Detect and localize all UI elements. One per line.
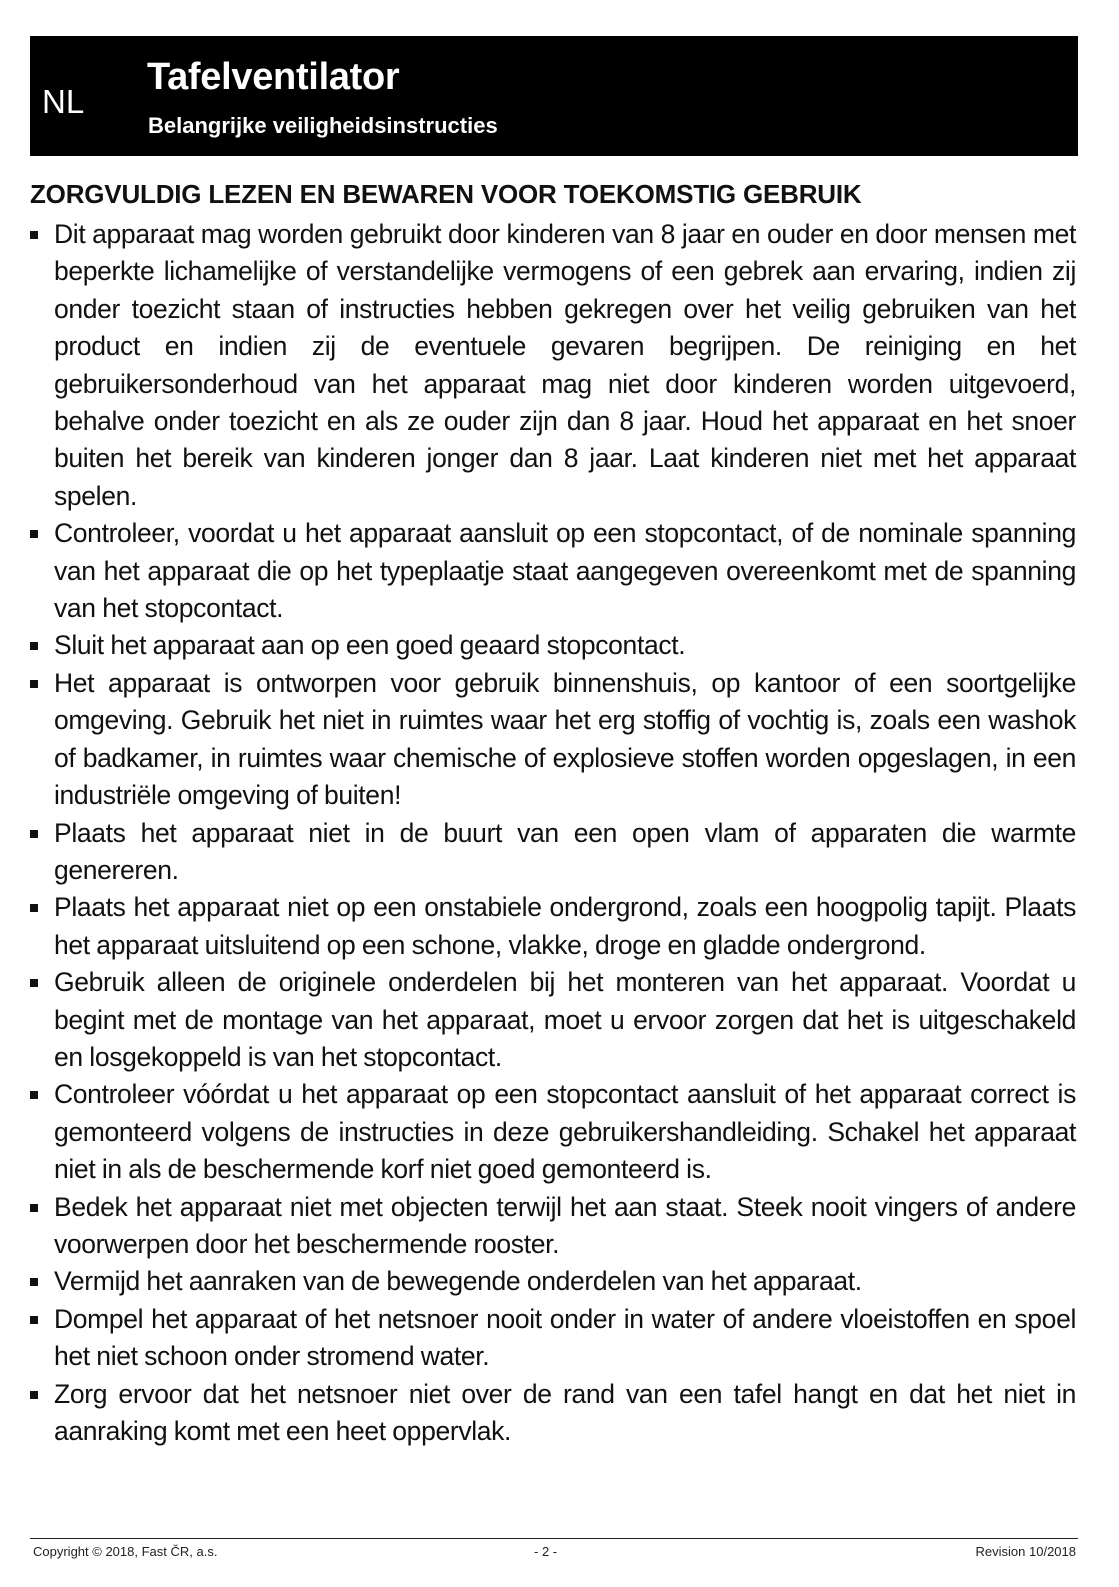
language-code: NL: [42, 83, 85, 120]
bullet-icon: [30, 231, 38, 239]
list-item: [30, 665, 1076, 815]
instruction-text: Dit apparaat mag worden gebruikt door kinderen van 8 jaar en ouder en door mensen met beperkte lichamelijke of verstandelijke vermogens of een gebrek aan ervaring, indien zij onder toezicht staan of instructies hebben gekregen over het veilig gebruiken van het product en indien zij de eventuele gevaren begrijpen. De reiniging en het gebruikersonderhoud van het apparaat mag niet door kinderen worden uitgevoerd, behalve onder toezicht en als ze ouder zijn dan 8 jaar. Houd het apparaat en het snoer buiten het bereik van kinderen jonger dan 8 jaar. Laat kinderen niet met het apparaat spelen.: [54, 219, 1076, 511]
footer-revision: Revision 10/2018: [975, 1544, 1076, 1559]
bullet-icon: [30, 530, 38, 538]
list-item: [30, 964, 1076, 1076]
instruction-text: Bedek het apparaat niet met objecten terwijl het aan staat. Steek nooit vingers of andere voorwerpen door het beschermende rooster.: [54, 1191, 1076, 1259]
footer-copyright: Copyright © 2018, Fast ČR, a.s.: [33, 1544, 218, 1559]
bullet-icon: [30, 1204, 38, 1212]
instruction-text: Het apparaat is ontworpen voor gebruik binnenshuis, op kantoor of een soortgelijke omgeving. Gebruik het niet in ruimtes waar het erg stoffig of vochtig is, zoals een washok of badkamer, in ruimtes waar chemische of explosieve stoffen worden opgeslagen, in een industriële omgeving of buiten!: [54, 667, 1076, 811]
bullet-icon: [30, 904, 38, 912]
list-item: [30, 1263, 1076, 1300]
bullet-icon: [30, 1316, 38, 1324]
list-item: [30, 889, 1076, 964]
list-item: [30, 627, 1076, 664]
bullet-icon: [30, 680, 38, 688]
section-heading: ZORGVULDIG LEZEN EN BEWAREN VOOR TOEKOMSTIG GEBRUIK: [30, 179, 862, 209]
page-subtitle: Belangrijke veiligheidsinstructies: [148, 113, 498, 138]
footer-page-number: - 2 -: [534, 1544, 558, 1559]
list-item: [30, 216, 1076, 515]
instruction-text: Vermijd het aanraken van de bewegende onderdelen van het apparaat.: [54, 1266, 862, 1297]
instruction-text: Gebruik alleen de originele onderdelen bij het monteren van het apparaat. Voordat u begint met de montage van het apparaat, moet u ervoor zorgen dat het is uitgeschakeld en losgekoppeld is van het stopcontact.: [54, 967, 1076, 1072]
header-bar: [30, 36, 1078, 156]
list-item: [30, 815, 1076, 890]
instruction-text: Plaats het apparaat niet in de buurt van een open vlam of apparaten die warmte genereren.: [54, 817, 1076, 885]
bullet-icon: [30, 830, 38, 838]
list-item: [30, 515, 1076, 627]
page-title: Tafelventilator: [147, 56, 400, 98]
instruction-text: Dompel het apparaat of het netsnoer nooit onder in water of andere vloeistoffen en spoel het niet schoon onder stromend water.: [54, 1303, 1076, 1372]
list-item: [30, 1076, 1076, 1188]
bullet-icon: [30, 1391, 38, 1399]
instruction-text: Plaats het apparaat niet op een onstabiele ondergrond, zoals een hoogpolig tapijt. Plaats het apparaat uitsluitend op een schone, vlakke, droge en gladde ondergrond.: [54, 892, 1076, 960]
instruction-text: Controleer vóórdat u het apparaat op een stopcontact aansluit of het apparaat correct is gemonteerd volgens de instructies in deze gebruikershandleiding. Schakel het apparaat niet in als de beschermende korf niet goed gemonteerd is.: [54, 1079, 1076, 1185]
instruction-text: Zorg ervoor dat het netsnoer niet over de rand van een tafel hangt en dat het niet in aanraking komt met een heet oppervlak.: [54, 1378, 1076, 1446]
bullet-icon: [30, 642, 38, 650]
list-item: [30, 1376, 1076, 1451]
bullet-icon: [30, 1091, 38, 1099]
list-item: [30, 1301, 1076, 1376]
bullet-icon: [30, 979, 38, 987]
list-item: [30, 1189, 1076, 1264]
instruction-text: Controleer, voordat u het apparaat aansluit op een stopcontact, of de nominale spanning van het apparaat die op het typeplaatje staat aangegeven overeenkomt met de spanning van het stopcontact.: [54, 518, 1076, 624]
instruction-text: Sluit het apparaat aan op een goed geaard stopcontact.: [54, 630, 686, 661]
bullet-icon: [30, 1278, 38, 1286]
safety-instructions-list: [30, 216, 1076, 1450]
footer-divider: [30, 1538, 1078, 1539]
